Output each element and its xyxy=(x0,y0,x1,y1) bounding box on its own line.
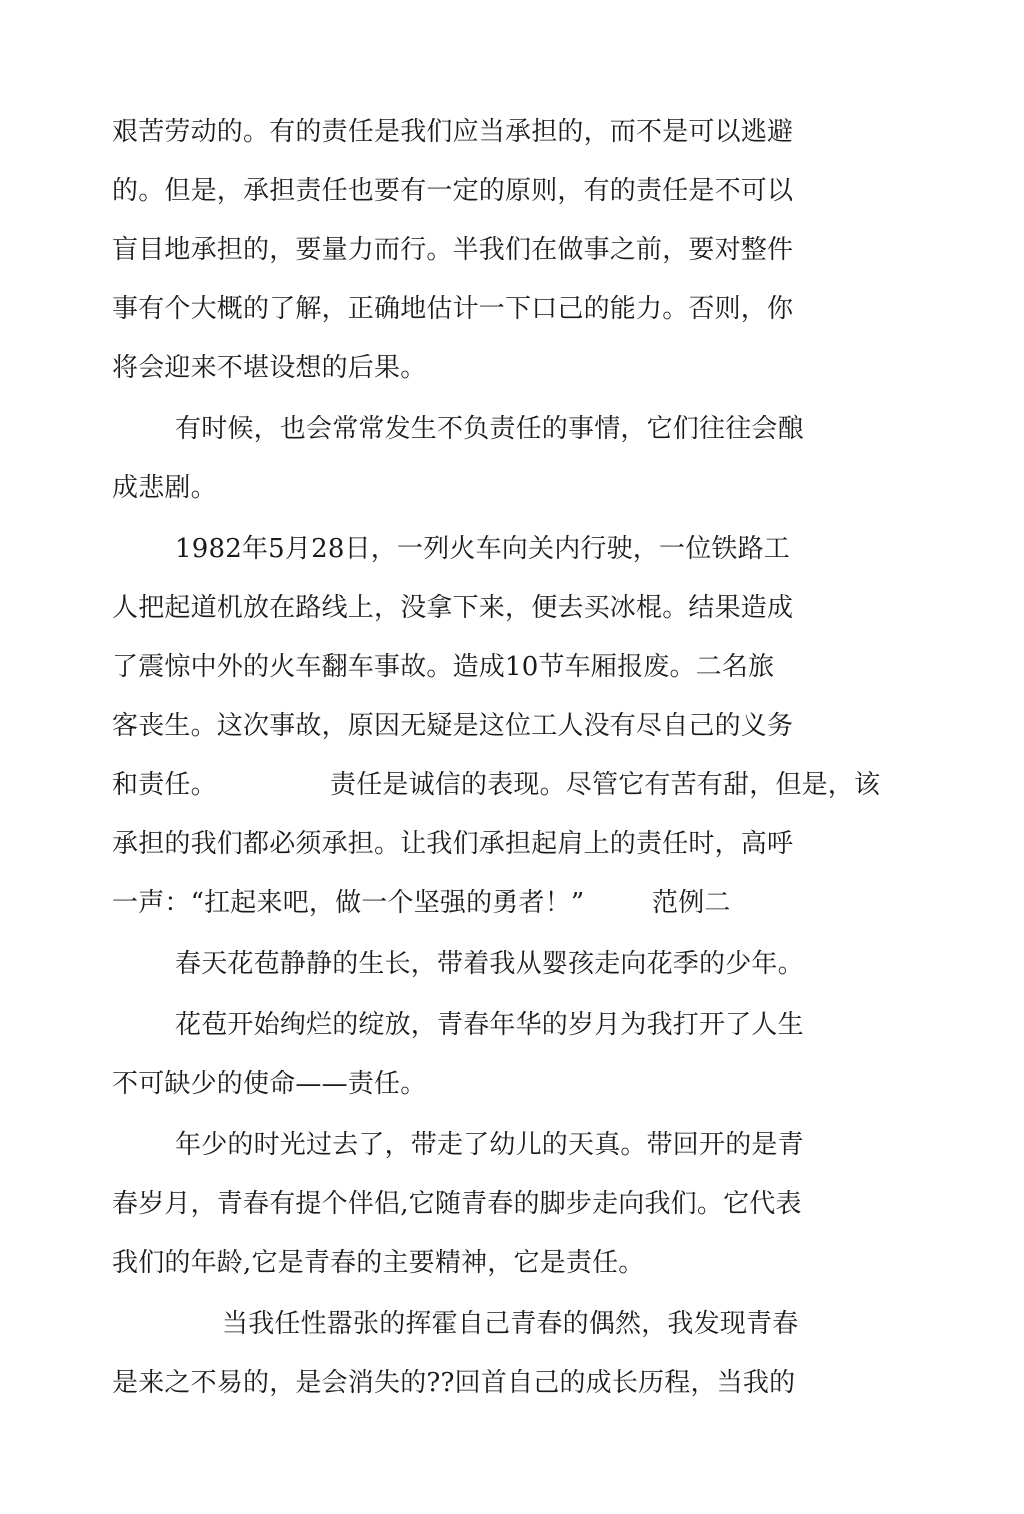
text-line-8: 1982年5月28日，一列火车向关内行驶，一位铁路工 xyxy=(175,534,790,564)
text-line-1: 艰苦劳动的。有的责任是我们应当承担的，而不是可以逃避 xyxy=(112,117,794,147)
text-line-12-continued: 责任是诚信的表现。尽管它有苦有甜，但是，该 xyxy=(330,770,881,800)
text-line-17: 不可缺少的使命——责任。 xyxy=(112,1069,427,1099)
text-line-18: 年少的时光过去了，带走了幼儿的天真。带回开的是青 xyxy=(175,1130,804,1160)
text-line-10: 了震惊中外的火车翻车事故。造成10节车厢报废。二名旅 xyxy=(112,652,775,682)
section-heading-example-two: 范例二 xyxy=(652,888,731,918)
text-line-16: 花苞开始绚烂的绽放，青春年华的岁月为我打开了人生 xyxy=(175,1010,804,1040)
text-line-14: 一声：“扛起来吧，做一个坚强的勇者！” xyxy=(112,888,585,918)
text-line-19: 春岁月，青春有提个伴侣,它随青春的脚步走向我们。它代表 xyxy=(112,1189,802,1219)
text-line-22: 是来之不易的，是会消失的??回首自己的成长历程，当我的 xyxy=(112,1368,796,1398)
text-line-3: 盲目地承担的，要量力而行。半我们在做事之前，要对整件 xyxy=(112,235,794,265)
text-line-11: 客丧生。这次事故，原因无疑是这位工人没有尽自己的义务 xyxy=(112,711,794,741)
text-line-5: 将会迎来不堪设想的后果。 xyxy=(112,353,427,383)
text-line-7: 成悲剧。 xyxy=(112,473,217,503)
text-line-21: 当我任性嚣张的挥霍自己青春的偶然，我发现青春 xyxy=(222,1309,799,1339)
text-line-4: 事有个大概的了解，正确地估计一下口己的能力。否则，你 xyxy=(112,294,794,324)
text-line-2: 的。但是，承担责任也要有一定的原则，有的责任是不可以 xyxy=(112,176,794,206)
text-line-6: 有时候，也会常常发生不负责任的事情，它们往往会酿 xyxy=(175,414,804,444)
text-line-20: 我们的年龄,它是青春的主要精神，它是责任。 xyxy=(112,1248,645,1278)
text-line-9: 人把起道机放在路线上，没拿下来，便去买冰棍。结果造成 xyxy=(112,593,794,623)
text-line-15: 春天花苞静静的生长，带着我从婴孩走向花季的少年。 xyxy=(175,949,804,979)
text-line-13: 承担的我们都必须承担。让我们承担起肩上的责任时，高呼 xyxy=(112,829,794,859)
text-line-12: 和责任。 xyxy=(112,770,217,800)
